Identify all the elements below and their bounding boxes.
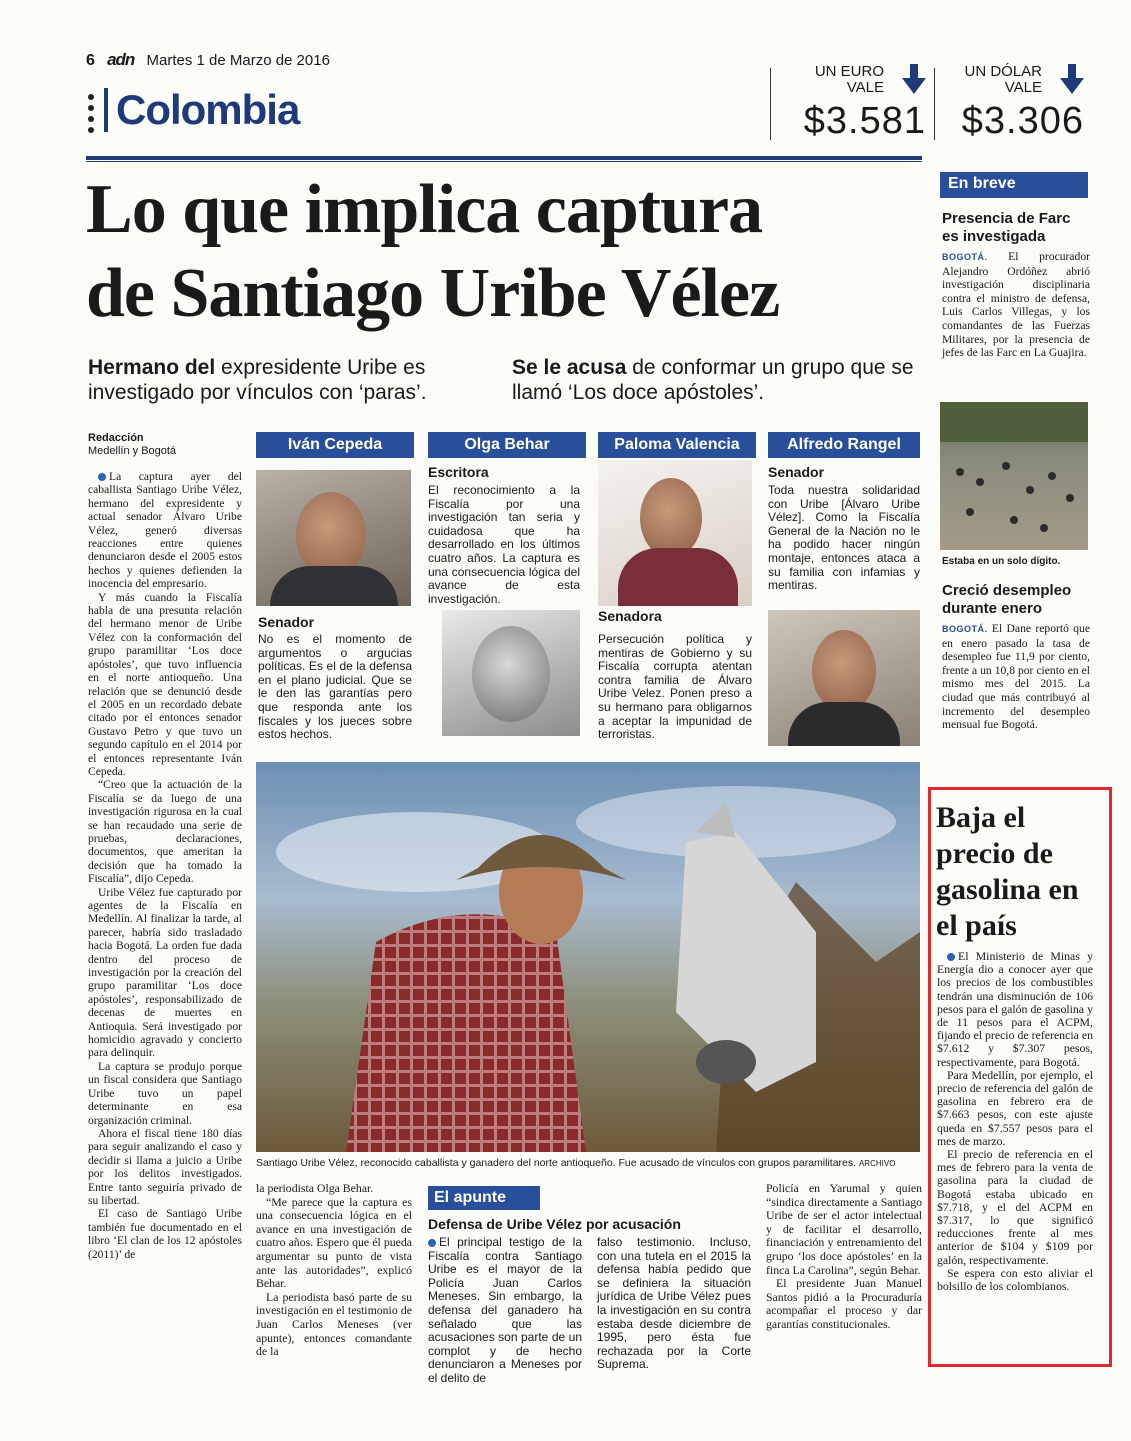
article-column-left: La captura ayer del caballista Santiago Uribe Vélez, hermano del expresidente y actual senador Álvaro Uribe Vélez, generó diversas reacciones entre quienes denunciaron desde el 2005 estos hechos y quienes defienden la inocencia del empresario. Y más cuando la Fiscalía habla de una presunta relación del hermano menor de Uribe Vélez con la conformación del grupo paramilitar ‘Los doce apóstoles’, que tuvo influencia en el norte antioqueño. Una relación que se denunció desde el 2005 en un recordado debate citado por el entonces senador Gustavo Petro y que tuvo un segundo capítulo en el 2014 por el entonces representante Iván Cepeda. “Creo que la actuación de la Fiscalía se da luego de una investigación rigurosa en la cual se han recaudado una serie de pruebas, declaraciones, documentos, que ameritan la decisión que ha tomado la Fiscalía”, dijo Cepeda. Uribe Vélez fue capturado por agentes de la Fiscalía en Medellín. Al finalizar la tarde, al parecer, habría sido trasladado hacia Bogotá. La orden fue dada dentro del proceso de investigación por la creación del grupo paramilitar ‘Los doce apóstoles’, responsabilizado de decenas de muertes en Antioquia. Será investigado por homicidio agravado y concierto para delinquir. La captura se produjo porque un fiscal considera que Santiago Uribe tuvo un papel determinante en esa organización criminal. Ahora el fiscal tiene 180 días para seguir analizando el caso y decidir si llama a juicio a Uribe por los delitos investigados. Entre tanto seguiría privado de su libertad. El caso de Santiago Uribe también fue documentado en el libro ‘El clan de los 12 apóstoles (2011)’ de xyxy=(88,470,242,1261)
apunte-text-left: El principal testigo de la Fiscalía contra Santiago Uribe es el mayor de la Policía Juan Carlos Meneses. Sin embargo, la defensa del ganadero ha señalado que las acusaciones son parte de un complot y de hecho denunciaron a Meneses por el delito de xyxy=(428,1235,582,1385)
brief-text-desempleo: BOGOTÁ. El Dane reportó que en enero pasado la tasa de desempleo fue 11,9 por ciento, frente a un 10,8 por ciento en el mismo mes del 2015. La ciudad que más contribuyó al incremento del desempleo mensual fue Bogotá. xyxy=(942,622,1090,732)
dollar-label: UN DÓLAR VALE xyxy=(964,63,1042,96)
headline: Lo que implica captura de Santiago Uribe Vélez xyxy=(86,171,780,332)
apunte-title: Defensa de Uribe Vélez por acusación xyxy=(428,1216,681,1232)
quote-header-behar: Olga Behar xyxy=(428,432,586,458)
section-title: Colombia xyxy=(116,86,300,133)
rider-horse-illustration xyxy=(256,762,920,1152)
fx-divider xyxy=(770,68,771,140)
apunte-tag: El apunte xyxy=(428,1186,540,1210)
header-rule xyxy=(86,156,922,160)
quote-text-cepeda: No es el momento de argumentos o argucias políticas. Es el de la defensa en el plano judicial. Que se le den las garantías pero que responda ante los fiscales y los jueces sobre estos hechos. xyxy=(258,632,412,742)
section-dots-icon xyxy=(88,94,94,138)
quote-role-cepeda: Senador xyxy=(258,614,315,630)
rail-photo-caption: Estaba en un solo dígito. xyxy=(942,556,1061,567)
rail-rule xyxy=(940,196,1088,198)
dollar-value: $3.306 xyxy=(961,100,1084,142)
euro-rate xyxy=(776,64,926,142)
quote-text-rangel: Toda nuestra solidaridad con Uribe [Álvaro Uribe Vélez]. Como la Fiscalía General de la Nación no le ha podido hacer ningún montaje, entonces ataca a su familia con infamias y mentiras. xyxy=(768,483,920,593)
header-rule-thin xyxy=(86,161,922,162)
deck-right: Se le acusa de conformar un grupo que se llamó ‘Los doce apóstoles’. xyxy=(512,356,914,404)
gasoline-headline: Baja el precio de gasolina en el país xyxy=(936,801,1079,942)
crowd-photo xyxy=(940,402,1088,550)
portrait-behar xyxy=(442,610,580,736)
quote-text-behar: El reconocimiento a la Fiscalía por una investigación tan seria y cuidadosa que ha desarrollado en los últimos cuatro años. La captura es una consecuencia lógica del avance de esta investigación. xyxy=(428,483,580,606)
brief-title-farc: Presencia de Farc es investigada xyxy=(942,210,1071,245)
dollar-rate xyxy=(934,64,1084,142)
portrait-cepeda xyxy=(256,470,411,606)
article-column-2: la periodista Olga Behar. “Me parece que la captura es una consecuencia lógica en el avance en una investigación de cuatro años. Espero que él pueda argumentar su punto de vista ante las autoridades”, explicó Behar. La periodista basó parte de su investigación en el testimonio de Juan Carlos Meneses (ver apunte), entonces comandante de la xyxy=(256,1181,412,1359)
quote-role-behar: Escritora xyxy=(428,464,489,480)
euro-label: UN EURO VALE xyxy=(814,63,884,96)
euro-value: $3.581 xyxy=(803,100,926,142)
issue-date: Martes 1 de Marzo de 2016 xyxy=(146,52,330,69)
brand-logo: adn xyxy=(107,50,135,69)
deck-left: Hermano del expresidente Uribe es investigado por vínculos con ‘paras’. xyxy=(88,356,427,404)
quote-header-valencia: Paloma Valencia xyxy=(598,432,756,458)
portrait-valencia xyxy=(598,460,752,606)
brief-title-desempleo: Creció desempleo durante enero xyxy=(942,582,1072,617)
en-breve-tag: En breve xyxy=(940,172,1088,196)
photo-caption: Santiago Uribe Vélez, reconocido caballista y ganadero del norte antioqueño. Fue acusado de vínculos con grupos paramilitares. ARCHIVO xyxy=(256,1157,896,1169)
gasoline-article-body: El Ministerio de Minas y Energía dio a conocer ayer que los precios de los combustibles tendrán una disminución de 106 pesos para el galón de gasolina y de 11 pesos para el ACPM, fijando el precio de referencia en $7.612 y $7.307 pesos, respectivamente, para Bogotá. Para Medellín, por ejemplo, el precio de referencia del galón de gasolina en febrero era de $7.663 pesos, con este ajuste queda en $7.557 pesos para el mes de marzo. El precio de referencia en el mes de febrero para la venta de gasolina para la ciudad de Bogotá estaba ubicado en $7.718, y el del ACPM en $7.317, lo que significó reducciones frente al mes anterior de $104 y $109 por galón, respectivamente. Se espera con esto aliviar el bolsillo de los colombianos. xyxy=(937,949,1093,1294)
quote-role-rangel: Senador xyxy=(768,464,825,480)
page-topline xyxy=(86,50,330,70)
section-divider xyxy=(104,88,108,132)
bullet-icon xyxy=(98,473,106,481)
arrow-down-icon xyxy=(1060,64,1084,96)
arrow-down-icon xyxy=(902,64,926,96)
page-number: 6 xyxy=(86,52,95,69)
main-photo xyxy=(256,762,920,1152)
quote-role-valencia: Senadora xyxy=(598,608,662,624)
bullet-icon xyxy=(947,953,955,961)
fx-divider xyxy=(934,68,935,140)
byline: Redacción Medellín y Bogotá xyxy=(88,432,177,457)
portrait-rangel xyxy=(768,610,920,746)
quote-header-cepeda: Iván Cepeda xyxy=(256,432,414,458)
article-column-4: Policía en Yarumal y quien “sindica directamente a Santiago Uribe de ser el actor intelectual y de facilitar el desarrollo, financiación y entrenamiento del grupo ‘los doce apóstoles’ en la finca La Carolina”, según Behar. El presidente Juan Manuel Santos pidió a la Procuraduría acompañar el proceso y dar garantías constitucionales. xyxy=(766,1181,922,1331)
quote-text-valencia: Persecución política y mentiras de Gobierno y su Fiscalía corrupta atentan contra familia de Álvaro Uribe Velez. Ponen preso a su hermano para obligarnos a aceptar la impunidad de terroristas. xyxy=(598,632,752,742)
brief-text-farc: BOGOTÁ. El procurador Alejandro Ordóñez abrió investigación disciplinaria contra el ministro de defensa, Luis Carlos Villegas, y los comandantes de las Fuerzas Militares, por la presencia de jefes de las Farc en La Guajira. xyxy=(942,250,1090,360)
apunte-text-right: falso testimonio. Incluso, con una tutela en el 2015 la defensa había pedido que se definiera la situación jurídica de Uribe Vélez pues la investigación en su contra estaba desde diciembre de 1995, pero ésta fue rechazada por la Corte Suprema. xyxy=(597,1235,751,1372)
quote-header-rangel: Alfredo Rangel xyxy=(768,432,920,458)
bullet-icon xyxy=(428,1239,436,1247)
